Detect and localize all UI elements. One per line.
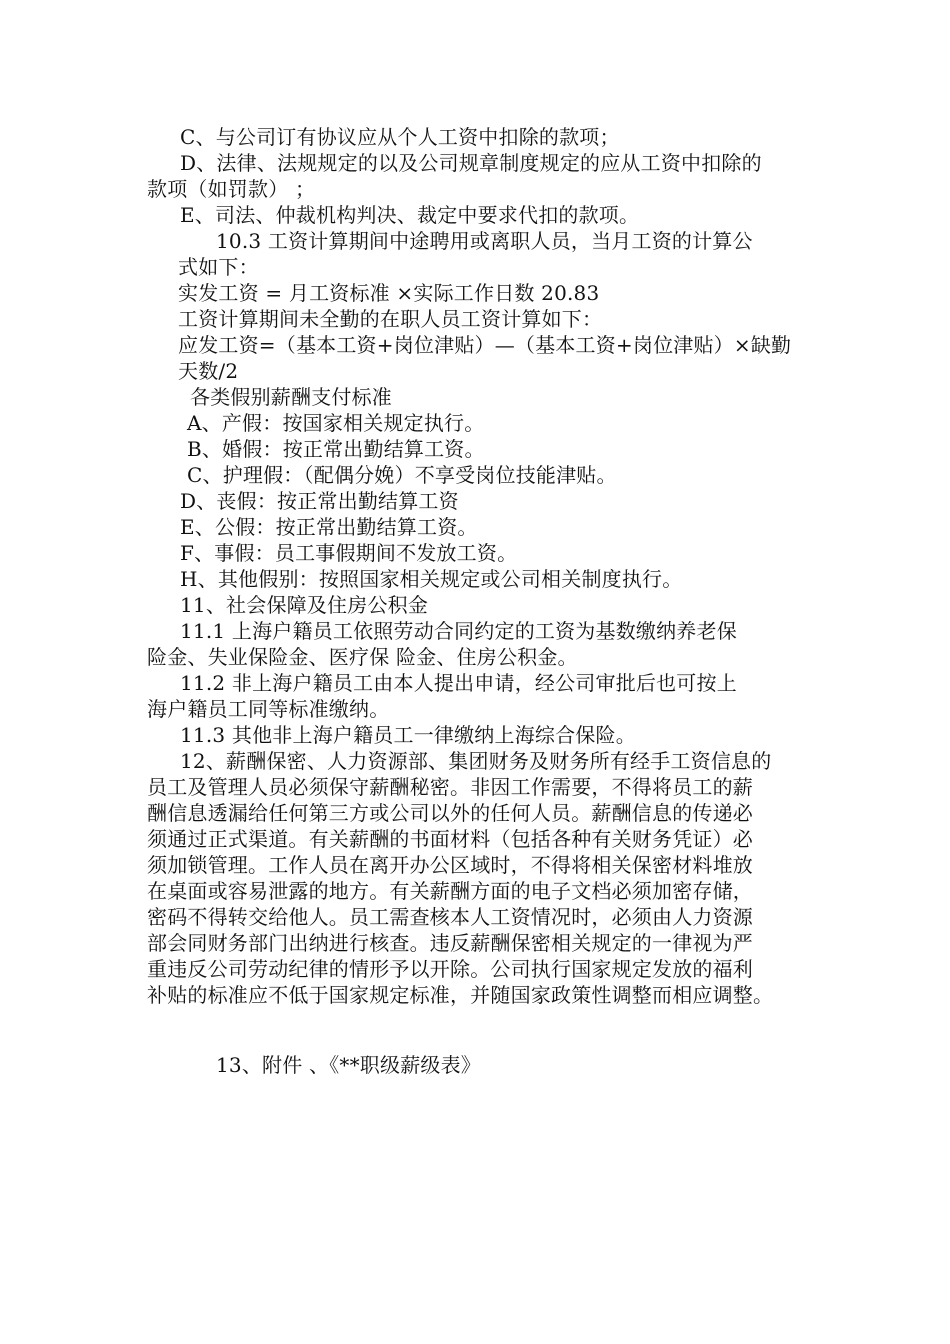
text-line-section-13-attachment: 13、附件 、《**职级薪级表》 [216,1053,482,1077]
text-line-section-12-cont: 在桌面或容易泄露的地方。有关薪酬方面的电子文档必须加密存储， [147,879,753,903]
text-line-section-12-cont: 酬信息透漏给任何第三方或公司以外的任何人员。薪酬信息的传递必 [147,801,753,825]
text-line-leave-b: B、婚假：按正常出勤结算工资。 [187,437,485,461]
text-line-deduction-d-cont: 款项（如罚款） ； [147,177,316,201]
text-line-section-12-cont: 补贴的标准应不低于国家规定标准，并随国家政策性调整而相应调整。 [147,983,774,1007]
text-line-leave-f: F、事假：员工事假期间不发放工资。 [180,541,518,565]
text-line-leave-h: H、其他假别：按照国家相关规定或公司相关制度执行。 [180,567,683,591]
text-line-section-12-cont: 部会同财务部门出纳进行核查。违反薪酬保密相关规定的一律视为严 [147,931,753,955]
text-line-leave-d: D、丧假：按正常出勤结算工资 [180,489,459,513]
text-line-section-12-cont: 重违反公司劳动纪律的情形予以开除。公司执行国家规定发放的福利 [147,957,753,981]
text-line-11-1-cont: 险金、失业保险金、医疗保 险金、住房公积金。 [147,645,578,669]
text-line-deduction-e: E、司法、仲裁机构判决、裁定中要求代扣的款项。 [180,203,640,227]
text-line-formula-actual-pay: 实发工资 = 月工资标准 ×实际工作日数 20.83 [178,281,600,305]
text-line-leave-heading: 各类假别薪酬支付标准 [190,385,392,409]
text-line-leave-e: E、公假：按正常出勤结算工资。 [180,515,478,539]
text-line-section-12-cont: 须通过正式渠道。有关薪酬的书面材料（包括各种有关财务凭证）必 [147,827,753,851]
text-line-partial-attendance: 工资计算期间未全勤的在职人员工资计算如下： [178,307,603,331]
text-line-leave-a: A、产假：按国家相关规定执行。 [187,411,485,435]
text-line-deduction-c: C、与公司订有协议应从个人工资中扣除的款项； [180,125,620,149]
text-line-formula-payable: 应发工资=（基本工资+岗位津贴）—（基本工资+岗位津贴）×缺勤 [178,333,792,357]
text-line-leave-c: C、护理假：（配偶分娩）不享受岗位技能津贴。 [187,463,617,487]
text-line-11-2-cont: 海户籍员工同等标准缴纳。 [147,697,390,721]
text-line-11-1: 11.1 上海户籍员工依照劳动合同约定的工资为基数缴纳养老保 [180,619,737,643]
text-line-deduction-d: D、法律、法规规定的以及公司规章制度规定的应从工资中扣除的 [180,151,762,175]
text-line-section-11: 11、社会保障及住房公积金 [180,593,429,617]
text-line-section-12: 12、薪酬保密、人力资源部、集团财务及财务所有经手工资信息的 [180,749,772,773]
text-line-10-3-cont: 式如下： [178,255,259,279]
text-line-10-3: 10.3 工资计算期间中途聘用或离职人员，当月工资的计算公 [216,229,753,253]
text-line-11-2: 11.2 非上海户籍员工由本人提出申请，经公司审批后也可按上 [180,671,737,695]
text-line-section-12-cont: 员工及管理人员必须保守薪酬秘密。非因工作需要，不得将员工的薪 [147,775,753,799]
text-line-section-12-cont: 须加锁管理。工作人员在离开办公区域时，不得将相关保密材料堆放 [147,853,753,877]
text-line-section-12-cont: 密码不得转交给他人。员工需查核本人工资情况时，必须由人力资源 [147,905,753,929]
text-line-11-3: 11.3 其他非上海户籍员工一律缴纳上海综合保险。 [180,723,636,747]
text-line-formula-payable-cont: 天数/2 [178,359,239,383]
